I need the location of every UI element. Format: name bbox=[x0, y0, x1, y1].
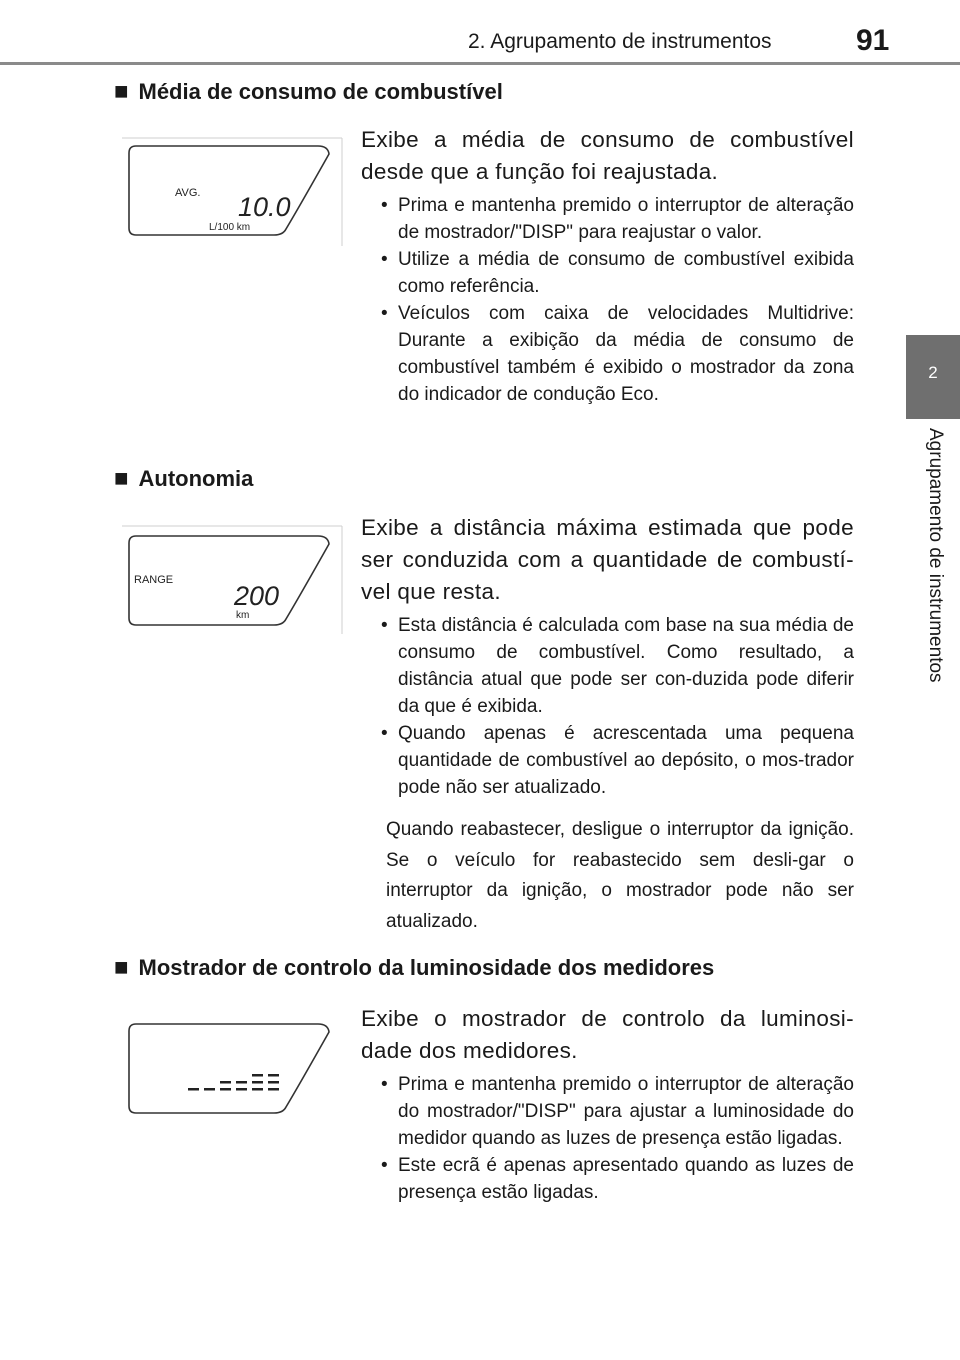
square-bullet-icon: ■ bbox=[114, 954, 129, 981]
range-display bbox=[118, 522, 344, 641]
section-heading-range: ■ Autonomia bbox=[114, 465, 254, 492]
square-bullet-icon: ■ bbox=[114, 465, 129, 492]
section-lead-text: Exibe a distância máxima estimada que pode ser conduzida com a quantidade de combustí-vel que resta. bbox=[361, 515, 854, 604]
bullet-item: • Prima e mantenha premido o interruptor de alteração do mostrador/"DISP" para ajustar a luminosidade do medidor quando as luzes de presença estão ligadas. bbox=[361, 1071, 854, 1152]
brightness-control-display bbox=[118, 1016, 344, 1125]
bullet-item: • Esta distância é calculada com base na sua média de consumo de combustível. Como resultado, a distância atual que pode ser con-duzida pode diferir da que é exibida. bbox=[361, 612, 854, 720]
section-lead-text: Exibe a média de consumo de combustível desde que a função foi reajustada. bbox=[361, 127, 854, 184]
section-range-text bbox=[361, 512, 854, 937]
section-heading-average-consumption: ■ Média de consumo de combustível bbox=[114, 78, 503, 105]
section-brightness-text bbox=[361, 1003, 854, 1206]
brightness-level-segments-icon bbox=[188, 1074, 279, 1091]
bullet-item: • Este ecrã é apenas apresentado quando as luzes de presença estão ligadas. bbox=[361, 1152, 854, 1206]
header-divider bbox=[0, 62, 960, 65]
chapter-tab: 2 bbox=[906, 335, 960, 419]
bullet-item: • Veículos com caixa de velocidades Multidrive: Durante a exibição da média de consumo de combustível também é exibido o mostrador da zona do indicador de condução Eco. bbox=[361, 300, 854, 408]
refuel-note: Quando reabastecer, desligue o interruptor da ignição. Se o veículo for reabastecido sem desli-gar o interruptor da ignição, o mostrador pode não ser atualizado. bbox=[386, 819, 854, 932]
page-number: 91 bbox=[856, 24, 890, 57]
display-avg-value: 10.0 bbox=[238, 192, 291, 222]
running-header-title: 2. Agrupamento de instrumentos bbox=[468, 30, 772, 53]
bullet-item: • Utilize a média de consumo de combustível exibida como referência. bbox=[361, 246, 854, 300]
average-consumption-display bbox=[118, 134, 344, 253]
bullet-item: • Quando apenas é acrescentada uma pequena quantidade de combustível ao depósito, o mos-trador pode não ser atualizado. bbox=[361, 720, 854, 801]
display-avg-unit: L/100 km bbox=[209, 222, 251, 233]
section-heading-brightness-control: ■ Mostrador de controlo da luminosidade dos medidores bbox=[114, 954, 715, 981]
bullet-item: • Prima e mantenha premido o interruptor de alteração de mostrador/"DISP" para reajustar o valor. bbox=[361, 192, 854, 246]
section-average-consumption-text bbox=[361, 124, 854, 408]
chapter-side-label: Agrupamento de instrumentos bbox=[925, 428, 946, 683]
section-lead-text: Exibe o mostrador de controlo da luminosi-dade dos medidores. bbox=[361, 1006, 854, 1063]
square-bullet-icon: ■ bbox=[114, 78, 129, 105]
display-range-value: 200 bbox=[234, 581, 280, 611]
display-avg-label: AVG. bbox=[175, 187, 201, 199]
display-range-unit: km bbox=[236, 610, 250, 621]
display-range-label: RANGE bbox=[134, 574, 174, 586]
